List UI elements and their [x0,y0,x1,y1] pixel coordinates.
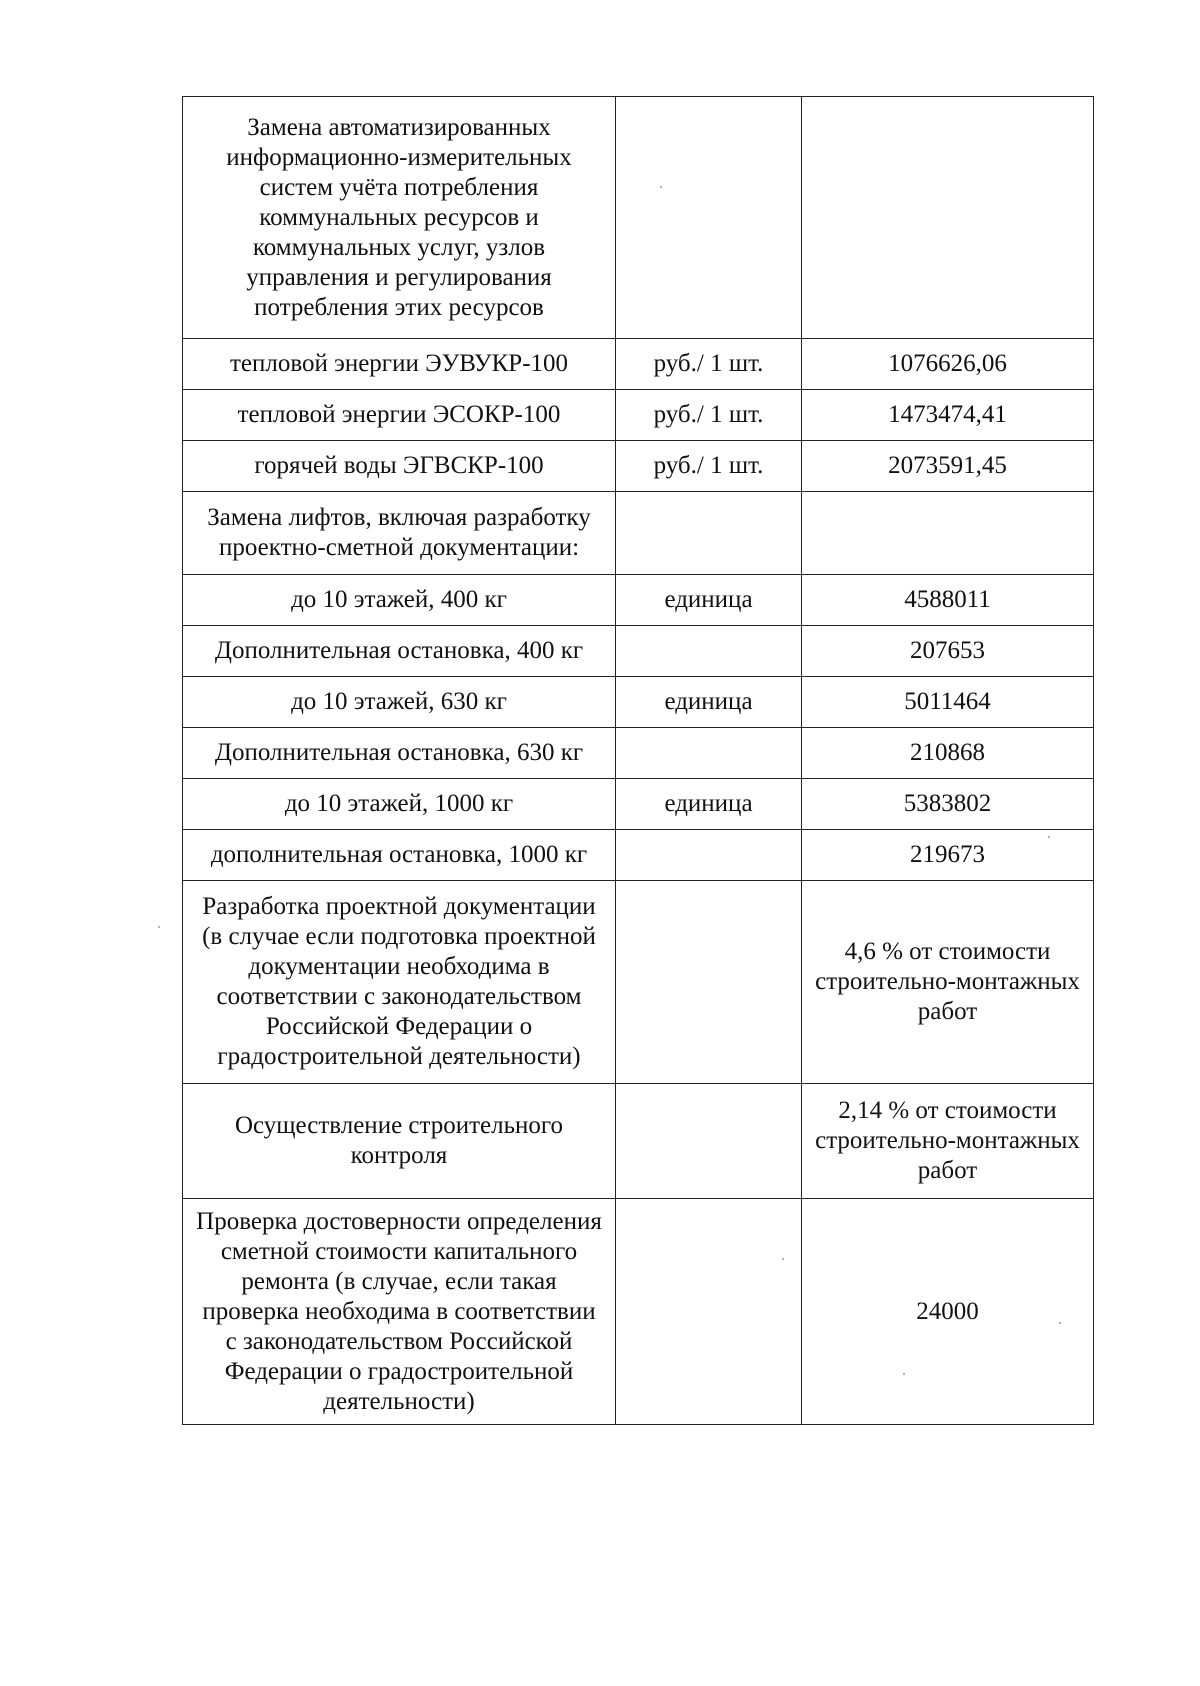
row-name-cell: тепловой энергии ЭСОКР-100 [183,390,616,441]
row-value-cell: 219673 [802,830,1094,881]
row-unit-cell [616,626,802,677]
table-row [183,728,1094,779]
row-value-cell [802,492,1094,575]
scan-speck [1048,836,1050,838]
price-table [182,96,1094,1425]
table-row [183,575,1094,626]
table-row [183,626,1094,677]
table-row [183,1199,1094,1425]
row-unit-cell: руб./ 1 шт. [616,339,802,390]
table-row [183,677,1094,728]
scan-speck [158,926,160,928]
row-value-cell: 1076626,06 [802,339,1094,390]
row-unit-cell [616,830,802,881]
row-value-cell: 24000 [802,1199,1094,1425]
row-name-cell: Разработка проектной документации (в случае если подготовка проектной документации необходима в соответствии с законодательством Российской Федерации о градостроительной деятельности) [183,881,616,1084]
row-unit-cell [616,492,802,575]
row-value-cell: 4,6 % от стоимости строительно-монтажных работ [802,881,1094,1084]
row-unit-cell [616,97,802,339]
table-row [183,830,1094,881]
scan-speck [903,1373,905,1375]
row-unit-cell: единица [616,779,802,830]
scan-speck [660,186,662,188]
row-name-cell: дополнительная остановка, 1000 кг [183,830,616,881]
row-unit-cell: руб./ 1 шт. [616,441,802,492]
row-unit-cell [616,881,802,1084]
row-unit-cell: единица [616,575,802,626]
table-row [183,1084,1094,1199]
row-unit-cell [616,1199,802,1425]
row-name-cell: Замена лифтов, включая разработку проектно-сметной документации: [183,492,616,575]
table-row [183,492,1094,575]
row-unit-cell [616,1084,802,1199]
row-value-cell: 2,14 % от стоимости строительно-монтажных работ [802,1084,1094,1199]
table-row [183,881,1094,1084]
row-value-cell: 5011464 [802,677,1094,728]
table-row [183,779,1094,830]
row-name-cell: Проверка достоверности определения сметной стоимости капитального ремонта (в случае, если такая проверка необходима в соответствии с законодательством Российской Федерации о градостроительной деятельности) [183,1199,616,1425]
row-name-cell: тепловой энергии ЭУВУКР-100 [183,339,616,390]
row-value-cell [802,97,1094,339]
row-name-cell: Осуществление строительного контроля [183,1084,616,1199]
row-name-cell: горячей воды ЭГВСКР-100 [183,441,616,492]
row-name-cell: до 10 этажей, 1000 кг [183,779,616,830]
row-unit-cell [616,728,802,779]
row-name-cell: Замена автоматизированных информационно-измерительных систем учёта потребления коммунальных ресурсов и коммунальных услуг, узлов управления и регулирования потребления этих ресурсов [183,97,616,339]
row-name-cell: до 10 этажей, 400 кг [183,575,616,626]
table-row [183,97,1094,339]
scan-speck [1059,1322,1061,1324]
row-value-cell: 4588011 [802,575,1094,626]
row-unit-cell: руб./ 1 шт. [616,390,802,441]
scan-speck [782,1258,784,1260]
row-value-cell: 5383802 [802,779,1094,830]
row-value-cell: 207653 [802,626,1094,677]
row-name-cell: Дополнительная остановка, 400 кг [183,626,616,677]
row-unit-cell: единица [616,677,802,728]
table-row [183,441,1094,492]
table-row [183,339,1094,390]
row-value-cell: 210868 [802,728,1094,779]
row-value-cell: 1473474,41 [802,390,1094,441]
row-name-cell: до 10 этажей, 630 кг [183,677,616,728]
table-row [183,390,1094,441]
row-value-cell: 2073591,45 [802,441,1094,492]
row-name-cell: Дополнительная остановка, 630 кг [183,728,616,779]
